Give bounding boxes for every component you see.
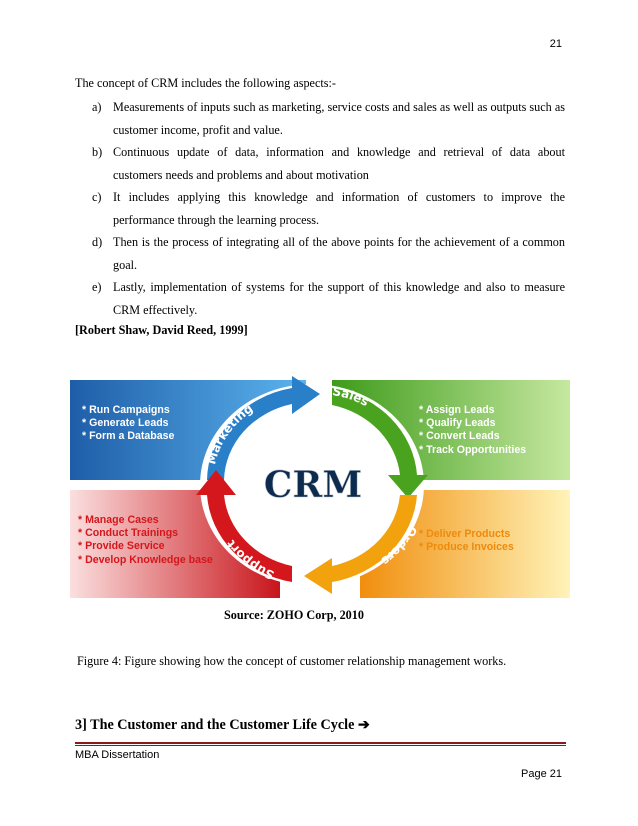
figure-caption: Figure 4: Figure showing how the concept of customer relationship management works. [77,654,507,668]
list-marker: e) [92,280,102,294]
list-item-text: Then is the process of integrating all of the above points for the achievement of a common goal. [113,235,565,272]
list-item [75,276,565,321]
list-item-text: Lastly, implementation of systems for the support of this knowledge and also to measure CRM effectively. [113,280,565,317]
list-item [75,141,565,186]
sales-tasks [419,404,526,457]
orders-tasks [419,528,514,554]
intro-lead: The concept of CRM includes the following aspects:- [75,76,336,90]
marketing-tasks [82,404,174,444]
list-item: * Generate Leads [82,417,174,430]
list-item: * Deliver Products [419,528,514,541]
list-marker: c) [92,190,102,204]
list-marker: a) [92,100,102,114]
list-item: * Form a Database [82,430,174,443]
list-item: * Convert Leads [419,430,526,443]
list-item: * Run Campaigns [82,404,174,417]
header-page-number: 21 [549,38,562,50]
footer-divider [75,742,566,744]
aspects-list [75,96,565,321]
sales-label: Sales [331,384,372,410]
section-heading [75,717,370,734]
support-tasks [78,514,213,567]
figure-source [0,608,638,623]
crm-aspects-section [75,76,565,338]
list-item-text: It includes applying this knowledge and information of customers to improve the performance through the learning process. [113,190,565,227]
list-item: * Develop Knowledge base [78,554,213,567]
list-item: * Conduct Trainings [78,527,213,540]
list-marker: d) [92,235,103,249]
list-item: * Qualify Leads [419,417,526,430]
citation: [Robert Shaw, David Reed, 1999] [75,323,248,337]
list-item: * Manage Cases [78,514,213,527]
orders-label: Orders [378,523,420,569]
marketing-label: Marketing [204,401,256,466]
list-item: * Assign Leads [419,404,526,417]
list-marker: b) [92,145,103,159]
section-heading-text: 3] The Customer and the Customer Life Cycle [75,717,355,733]
list-item: * Provide Service [78,540,213,553]
list-item-text: Continuous update of data, information and knowledge and retrieval of data about customers needs and problems and about motivation [113,145,565,182]
arrow-right-icon: ➔ [357,717,370,733]
footer-divider-thin [75,745,566,746]
list-item: * Track Opportunities [419,444,526,457]
crm-center-label: CRM [263,464,363,506]
list-item: * Produce Invoices [419,541,514,554]
footer-title: MBA Dissertation [75,749,160,761]
list-item [75,231,565,276]
footer-page-number: Page 21 [521,768,562,780]
figure-source-text: Source: ZOHO Corp, 2010 [224,608,364,622]
crm-cycle-diagram [70,370,570,598]
support-label: Support [223,537,277,583]
list-item [75,186,565,231]
list-item [75,96,565,141]
list-item-text: Measurements of inputs such as marketing, service costs and sales as well as outputs such as customer income, profit and value. [113,100,565,137]
